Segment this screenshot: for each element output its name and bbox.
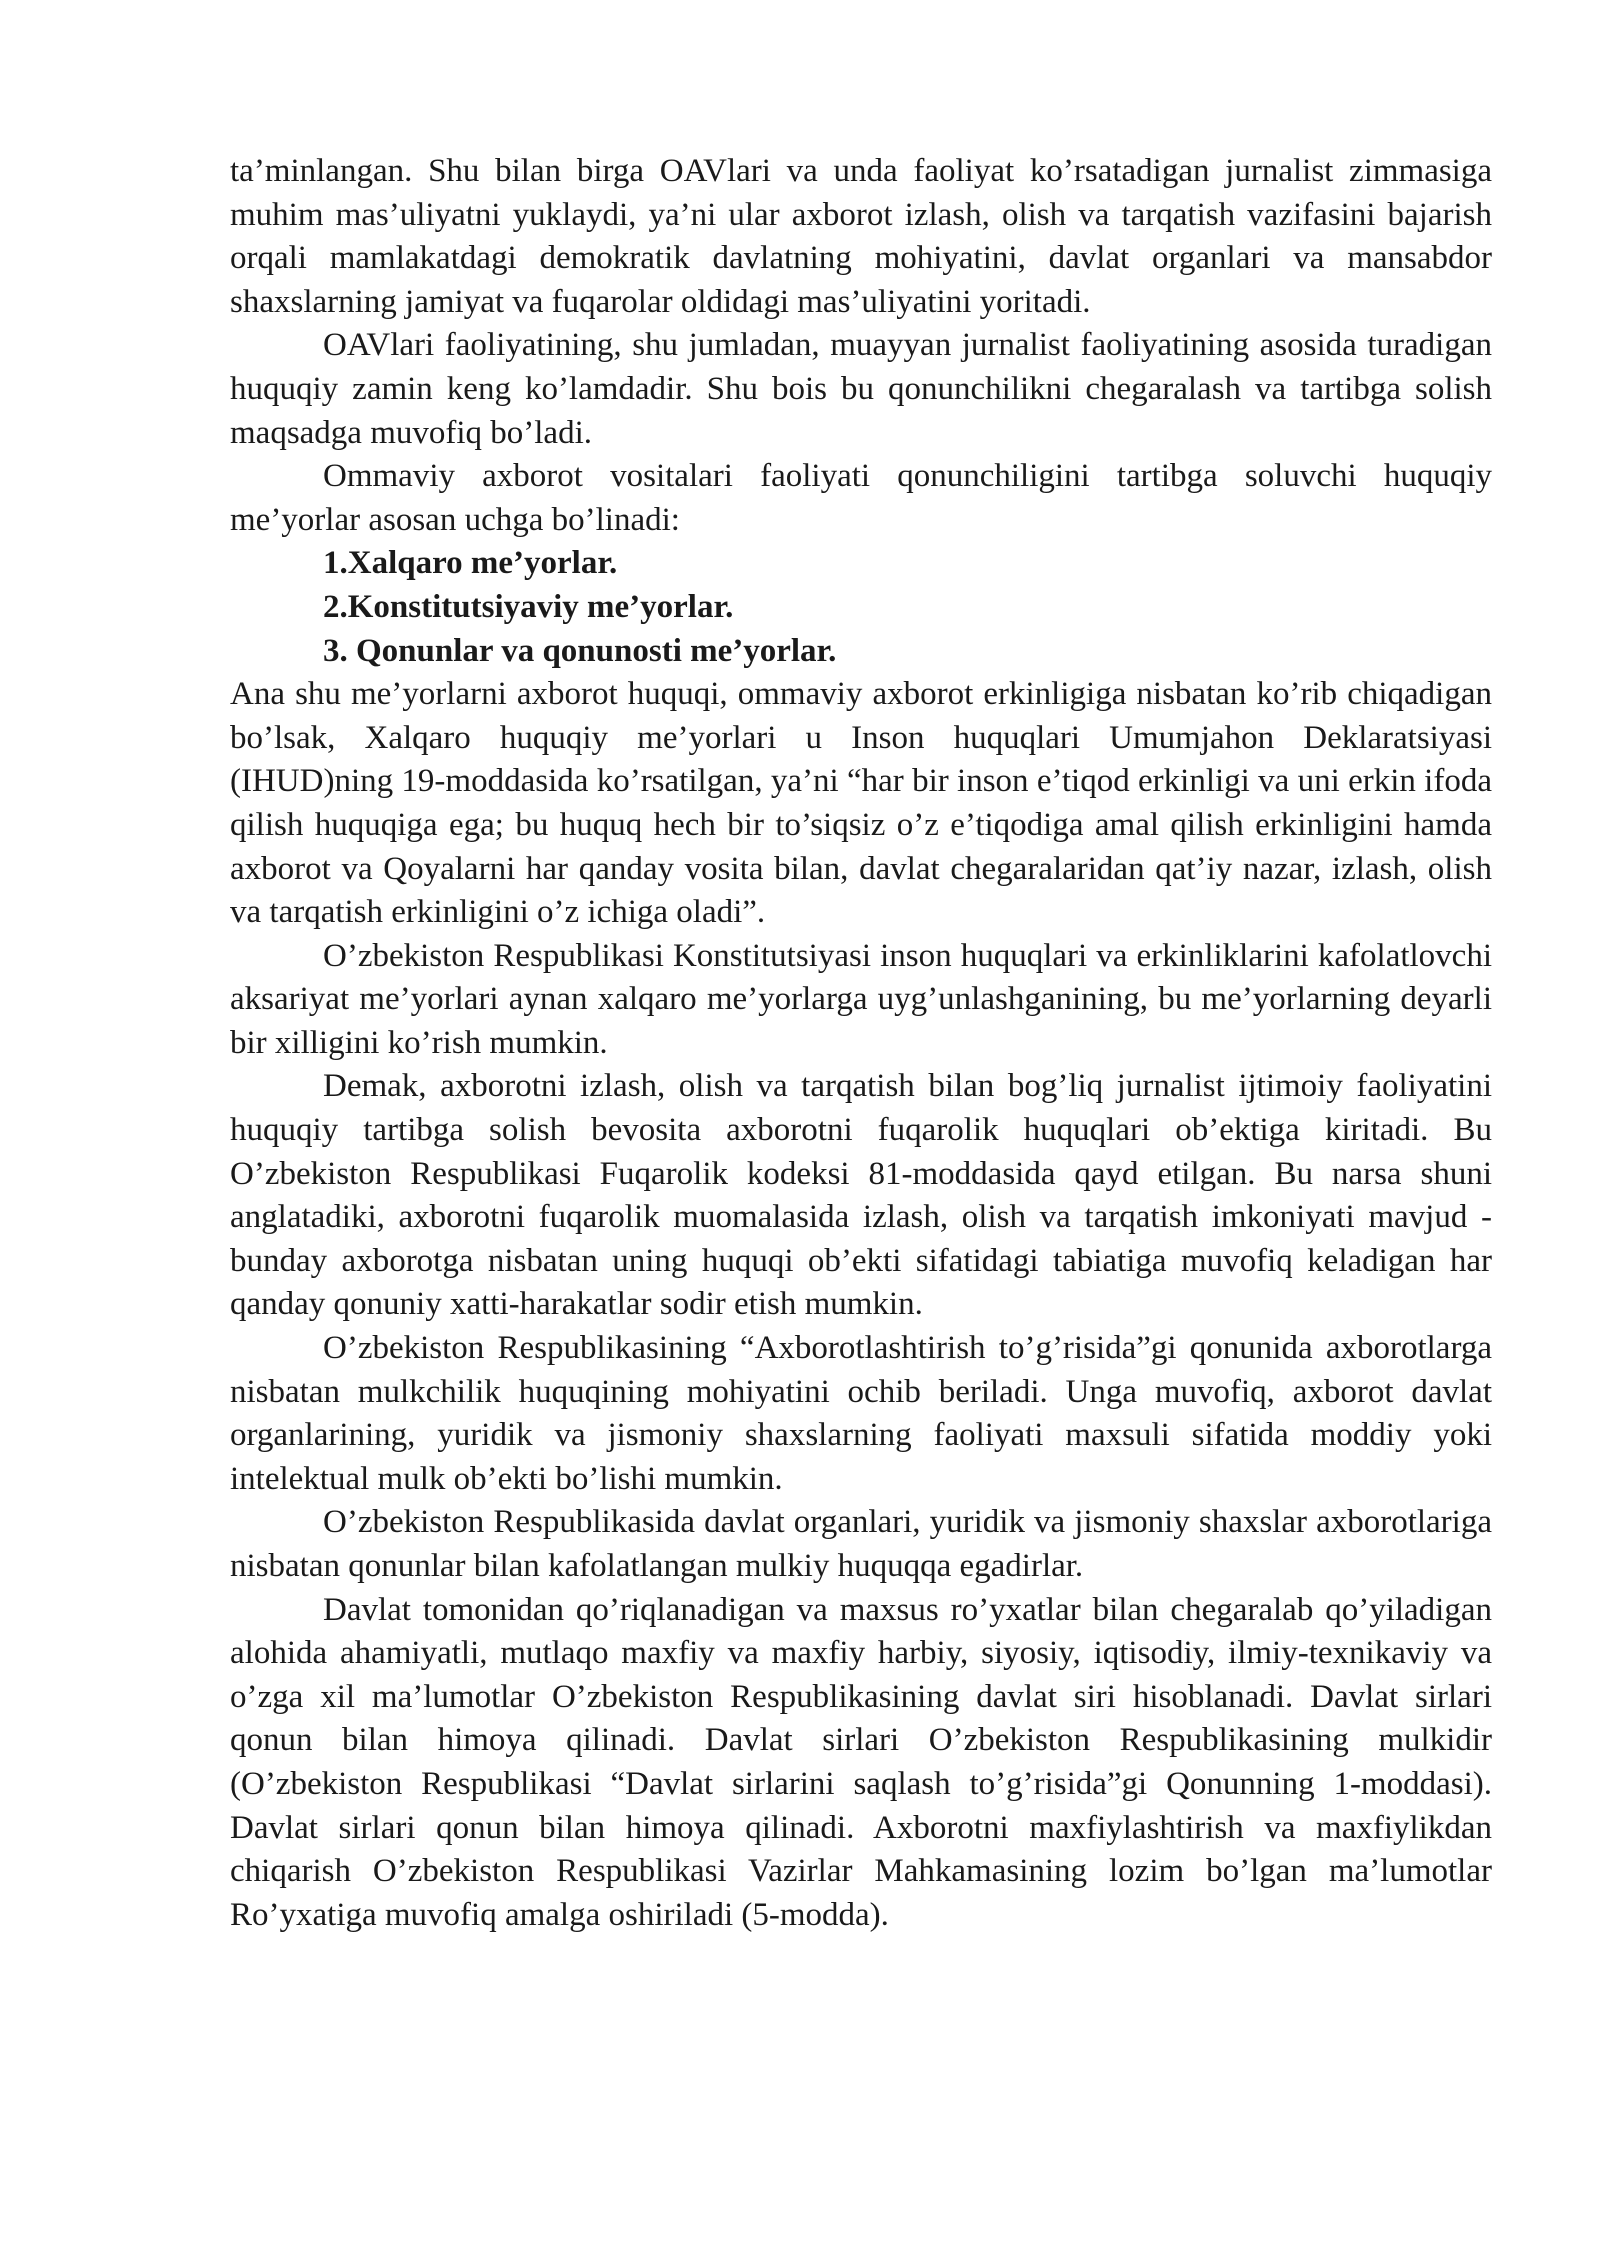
paragraph: ta’minlangan. Shu bilan birga OAVlari va unda faoliyat ko’rsatadigan jurnalist zimmasiga muhim mas’uliyatni yuklaydi, ya’ni ular axborot izlash, olish va tarqatish vazifasini bajarish orqali mamlakatdagi demokratik davlatning mohiyatini, davlat organlari va mansabdor shaxslarning jamiyat va fuqarolar oldidagi mas’uliyatini yoritadi.: [230, 153, 1492, 320]
document-page: [230, 150, 1492, 1937]
paragraph: O’zbekiston Respublikasining “Axborotlashtirish to’g’risida”gi qonunida axborotlarga nisbatan mulkchilik huquqining mohiyatini ochib beriladi. Unga muvofiq, axborot davlat organlarining, yuridik va jismoniy shaxslarning faoliyati maxsuli sifatida moddiy yoki intelektual mulk ob’ekti bo’lishi mumkin.: [230, 1330, 1492, 1497]
paragraph: Demak, axborotni izlash, olish va tarqatish bilan bog’liq jurnalist ijtimoiy faoliyatini huquqiy tartibga solish bevosita axborotni fuqarolik huquqlari ob’ektiga kiritadi. Bu O’zbekiston Respublikasi Fuqarolik kodeksi 81-moddasida qayd etilgan. Bu narsa shuni anglatadiki, axborotni fuqarolik muomalasida izlash, olish va tarqatish imkoniyati mavjud - bunday axborotga nisbatan uning huquqi ob’ekti sifatidagi tabiatiga muvofiq keladigan har qanday qonuniy xatti-harakatlar sodir etish mumkin.: [230, 1068, 1492, 1323]
paragraph: Ana shu me’yorlarni axborot huquqi, ommaviy axborot erkinligiga nisbatan ko’rib chiqadigan bo’lsak, Xalqaro huquqiy me’yorlari u Inson huquqlari Umumjahon Deklaratsiyasi (IHUD)ning 19-moddasida ko’rsatilgan, ya’ni “har bir inson e’tiqod erkinligi va uni erkin ifoda qilish huquqiga ega; bu huquq hech bir to’siqsiz o’z e’tiqodiga amal qilish erkinligini hamda axborot va Qoyalarni har qanday vosita bilan, davlat chegaralaridan qat’iy nazar, izlash, olish va tarqatish erkinligini o’z ichiga oladi”.: [230, 676, 1492, 931]
paragraph: O’zbekiston Respublikasi Konstitutsiyasi inson huquqlari va erkinliklarini kafolatlovchi aksariyat me’yorlari aynan xalqaro me’yorlarga uyg’unlashganining, bu me’yorlarning deyarli bir xilligini ko’rish mumkin.: [230, 937, 1492, 1061]
list-item: 1.Xalqaro me’yorlar.: [323, 545, 618, 582]
list-item: 3. Qonunlar va qonunosti me’yorlar.: [323, 632, 837, 669]
paragraph: Davlat tomonidan qo’riqlanadigan va maxsus ro’yxatlar bilan chegaralab qo’yiladigan alohida ahamiyatli, mutlaqo maxfiy va maxfiy harbiy, siyosiy, iqtisodiy, ilmiy-texnikaviy va o’zga xil ma’lumotlar O’zbekiston Respublikasining davlat siri hisoblanadi. Davlat sirlari qonun bilan himoya qilinadi. Davlat sirlari O’zbekiston Respublikasining mulkidir (O’zbekiston Respublikasi “Davlat sirlarini saqlash to’g’risida”gi Qonunning 1-moddasi). Davlat sirlari qonun bilan himoya qilinadi. Axborotni maxfiylashtirish va maxfiylikdan chiqarish O’zbekiston Respublikasi Vazirlar Mahkamasining lozim bo’lgan ma’lumotlar Ro’yxatiga muvofiq amalga oshiriladi (5-modda).: [230, 1591, 1492, 1933]
list-item: 2.Konstitutsiyaviy me’yorlar.: [323, 588, 734, 625]
paragraph: Ommaviy axborot vositalari faoliyati qonunchiligini tartibga soluvchi huquqiy me’yorlar asosan uchga bo’linadi:: [230, 458, 1492, 538]
paragraph: O’zbekiston Respublikasida davlat organlari, yuridik va jismoniy shaxslar axborotlariga nisbatan qonunlar bilan kafolatlangan mulkiy huquqqa egadirlar.: [230, 1504, 1492, 1584]
paragraph: OAVlari faoliyatining, shu jumladan, muayyan jurnalist faoliyatining asosida turadigan huquqiy zamin keng ko’lamdadir. Shu bois bu qonunchilikni chegaralash va tartibga solish maqsadga muvofiq bo’ladi.: [230, 327, 1492, 451]
